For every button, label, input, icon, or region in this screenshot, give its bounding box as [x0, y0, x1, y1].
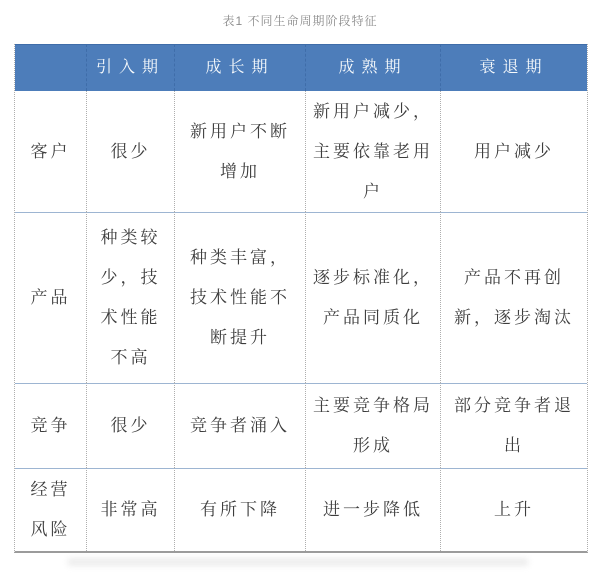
- table-cell: 竞争者涌入: [175, 383, 306, 468]
- header-cell-growth-stage: 成长期: [175, 44, 306, 91]
- table-cell: 部分竞争者退出: [441, 383, 587, 468]
- row-label-business-risk: 经营风险: [15, 468, 87, 551]
- header-cell-maturity-stage: 成熟期: [306, 44, 441, 91]
- table-cell: 非常高: [87, 468, 175, 551]
- row-label-customers: 客户: [15, 91, 87, 212]
- table-cell: 产品不再创新，逐步淘汰: [441, 212, 587, 383]
- table-cell: 逐步标准化，产品同质化: [306, 212, 441, 383]
- table-cell: 种类丰富，技术性能不断提升: [175, 212, 306, 383]
- header-cell-introduction-stage: 引入期: [87, 44, 175, 91]
- table-cell: 有所下降: [175, 468, 306, 551]
- table-cell: 主要竞争格局形成: [306, 383, 441, 468]
- table-cell: 新用户不断增加: [175, 91, 306, 212]
- row-label-competition: 竞争: [15, 383, 87, 468]
- table-cell: 用户减少: [474, 141, 554, 161]
- table-cell: 进一步降低: [306, 468, 441, 551]
- row-label-products: 产品: [15, 212, 87, 383]
- table-cell: 很少: [87, 91, 175, 212]
- header-cell-empty: [15, 44, 87, 91]
- scan-artifact-shadow: [68, 558, 528, 566]
- lifecycle-stages-table: [14, 44, 588, 553]
- table-cell: 上升: [441, 468, 587, 551]
- table-cell: 很少: [87, 383, 175, 468]
- header-cell-decline-stage: 衰退期: [441, 44, 587, 91]
- table-cell: 种类较少，技术性能不高: [87, 212, 175, 383]
- table-caption: 表1 不同生命周期阶段特征: [222, 14, 378, 28]
- table-cell: 新用户减少，主要依靠老用户: [306, 91, 441, 212]
